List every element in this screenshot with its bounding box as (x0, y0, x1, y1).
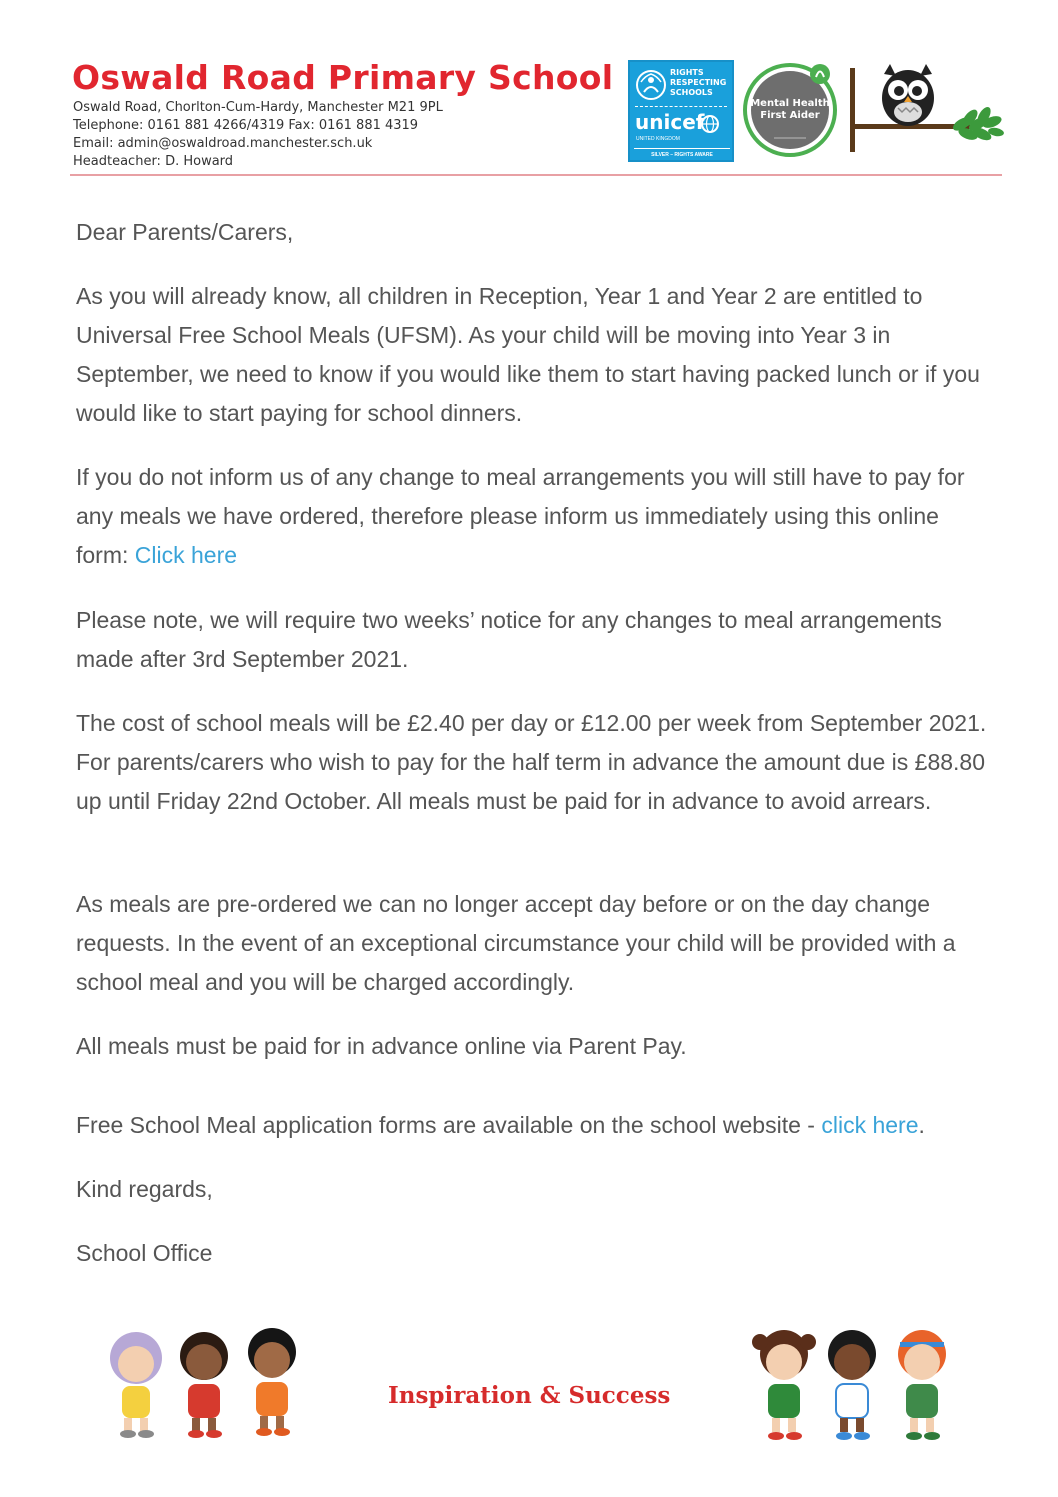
closing: Kind regards, (76, 1176, 213, 1202)
unicef-globe-icon (700, 114, 720, 134)
rrs-line1: RIGHTS (670, 68, 704, 77)
mh-line1: Mental Health (750, 98, 830, 109)
contact-block (73, 99, 443, 171)
headteacher: Headteacher: D. Howard (73, 154, 234, 169)
rrs-divider (635, 106, 727, 107)
paragraph-ufsm: As you will already know, all children in Reception, Year 1 and Year 2 are entitled to Universal Free School Meals (UFSM). As your child will be moving into Year 3 in September, we need to know if you would like them to start having packed lunch or if you would like to start paying for school dinners. (76, 283, 980, 426)
paragraph-parent-pay: All meals must be paid for in advance online via Parent Pay. (76, 1033, 687, 1059)
children-illustration-right (744, 1322, 966, 1446)
owl-on-branch-logo (850, 62, 1006, 154)
children-illustration-left (96, 1322, 312, 1442)
school-name: Oswald Road Primary School (72, 58, 614, 97)
school-address: Oswald Road, Chorlton-Cum-Hardy, Manchester M21 9PL (73, 100, 443, 115)
salutation: Dear Parents/Carers, (76, 219, 294, 245)
paragraph-fsm-end: . (918, 1112, 925, 1138)
unicef-country: UNITED KINGDOM (636, 136, 680, 142)
header-divider (70, 174, 1002, 176)
rrs-emblem-icon (635, 68, 667, 102)
fsm-application-link[interactable]: click here (821, 1112, 919, 1138)
paragraph-inform-text: If you do not inform us of any change to meal arrangements you will still have to pay for any meals we have ordered, therefore please inform us immediately using this online form: (76, 464, 965, 568)
rrs-line2: RESPECTING (670, 78, 727, 87)
paragraph-fsm-text: Free School Meal application forms are available on the school website - (76, 1112, 822, 1138)
school-telephone: Telephone: 0161 881 4266/4319 Fax: 0161 881 4319 (73, 118, 419, 133)
paragraph-notice: Please note, we will require two weeks’ notice for any changes to meal arrangements made after 3rd September 2021. (76, 607, 942, 672)
mh-line2: First Aider (760, 110, 820, 121)
unicef-wordmark: unicef (635, 110, 705, 134)
school-motto: Inspiration & Success (388, 1382, 671, 1409)
rrs-award-level: SILVER – RIGHTS AWARE (634, 148, 730, 158)
school-email: Email: admin@oswaldroad.manchester.sch.uk (73, 136, 373, 151)
mental-health-text (742, 98, 838, 122)
rrs-title (670, 68, 726, 98)
rights-respecting-schools-logo (628, 60, 734, 162)
paragraph-fsm-forms (76, 1106, 988, 1145)
paragraph-inform (76, 458, 988, 575)
rrs-line3: SCHOOLS (670, 88, 713, 97)
paragraph-preorder: As meals are pre-ordered we can no longer accept day before or on the day change requests. In the event of an exceptional circumstance your child will be provided with a school meal and you will be charged accordingly. (76, 891, 956, 995)
paragraph-cost: The cost of school meals will be £2.40 per day or £12.00 per week from September 2021. For parents/carers who wish to pay for the half term in advance the amount due is £88.80 up until Friday 22nd October. All meals must be paid for in advance to avoid arrears. (76, 710, 987, 814)
signature: School Office (76, 1240, 213, 1266)
online-form-link[interactable]: Click here (134, 542, 238, 568)
